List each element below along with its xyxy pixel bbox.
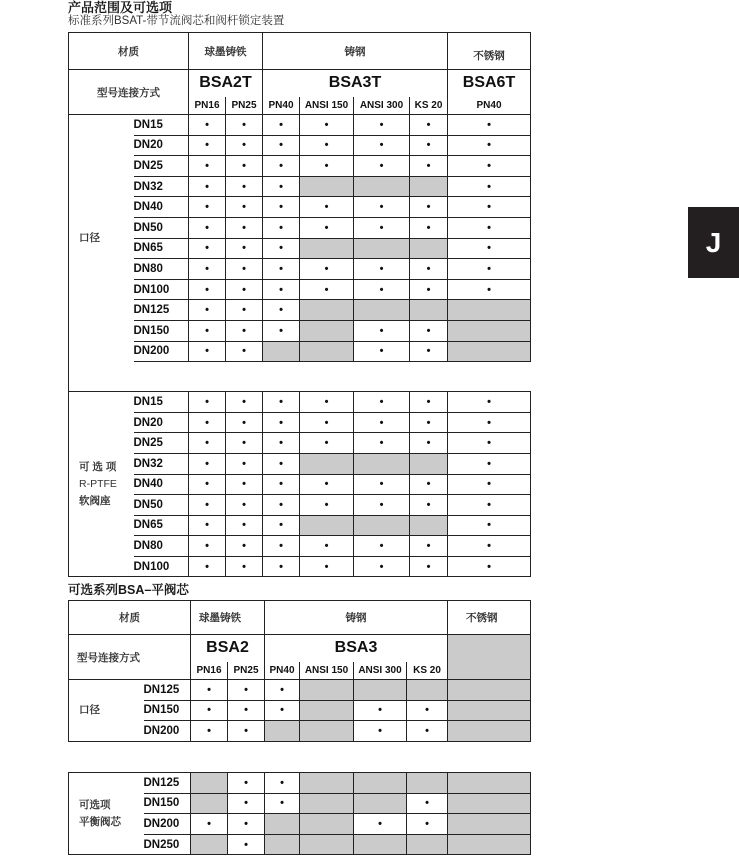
unavailable-cell	[410, 453, 448, 474]
table-row	[69, 135, 531, 156]
unavailable-cell	[448, 773, 531, 794]
material-stainless-steel: 不锈钢	[448, 601, 531, 635]
table-row	[69, 341, 531, 362]
unavailable-cell	[354, 834, 407, 855]
available-dot: •	[354, 556, 410, 577]
available-dot: •	[263, 300, 300, 321]
available-dot: •	[448, 536, 531, 557]
available-dot: •	[226, 433, 263, 454]
available-dot: •	[226, 515, 263, 536]
available-dot: •	[300, 156, 354, 177]
table-row	[69, 680, 531, 701]
material-cast-steel: 铸钢	[265, 601, 448, 635]
section-title-bsa: 可选系列BSA–平阀芯	[68, 583, 189, 597]
unavailable-cell	[300, 176, 354, 197]
product-range-table-bsat	[68, 32, 531, 577]
available-dot: •	[410, 115, 448, 136]
stainless-empty-cell	[448, 635, 531, 680]
connection-pn16: PN16	[189, 97, 226, 115]
available-dot: •	[410, 392, 448, 413]
available-dot: •	[448, 156, 531, 177]
group-label-line: 软阀座	[79, 494, 111, 507]
connection-ks-20: KS 20	[407, 662, 448, 680]
unavailable-cell	[354, 300, 410, 321]
dn-size-label: DN125	[144, 773, 191, 794]
available-dot: •	[354, 433, 410, 454]
connection-ansi-150: ANSI 150	[300, 662, 354, 680]
available-dot: •	[354, 700, 407, 721]
unavailable-cell	[410, 515, 448, 536]
page-title: 产品范围及可选项	[68, 0, 173, 15]
model-bsa3: BSA3	[265, 635, 448, 662]
available-dot: •	[300, 217, 354, 238]
unavailable-cell	[410, 238, 448, 259]
unavailable-cell	[407, 834, 448, 855]
unavailable-cell	[300, 700, 354, 721]
available-dot: •	[410, 536, 448, 557]
available-dot: •	[263, 320, 300, 341]
available-dot: •	[354, 392, 410, 413]
available-dot: •	[189, 156, 226, 177]
dn-size-label: DN40	[134, 197, 189, 218]
table-row	[69, 279, 531, 300]
available-dot: •	[226, 279, 263, 300]
available-dot: •	[410, 433, 448, 454]
available-dot: •	[263, 556, 300, 577]
unavailable-cell	[354, 176, 410, 197]
available-dot: •	[263, 197, 300, 218]
dn-size-label: DN65	[134, 515, 189, 536]
table-row	[69, 320, 531, 341]
available-dot: •	[354, 217, 410, 238]
dn-size-label: DN20	[134, 135, 189, 156]
available-dot: •	[300, 259, 354, 280]
unavailable-cell	[191, 773, 228, 794]
available-dot: •	[410, 495, 448, 516]
table-row	[69, 156, 531, 177]
available-dot: •	[354, 474, 410, 495]
unavailable-cell	[265, 814, 300, 835]
unavailable-cell	[410, 300, 448, 321]
material-header: 材质	[69, 601, 191, 635]
unavailable-cell	[407, 680, 448, 701]
available-dot: •	[226, 217, 263, 238]
balanced-plug-option-table	[68, 772, 531, 855]
available-dot: •	[407, 793, 448, 814]
unavailable-cell	[300, 341, 354, 362]
connection-pn40: PN40	[265, 662, 300, 680]
available-dot: •	[189, 115, 226, 136]
available-dot: •	[407, 721, 448, 742]
available-dot: •	[191, 814, 228, 835]
available-dot: •	[354, 156, 410, 177]
unavailable-cell	[354, 680, 407, 701]
material-header: 材质	[69, 33, 189, 70]
group-label-line: 口径	[79, 231, 100, 244]
dn-size-label: DN125	[144, 680, 191, 701]
unavailable-cell	[448, 341, 531, 362]
available-dot: •	[226, 300, 263, 321]
unavailable-cell	[448, 721, 531, 742]
available-dot: •	[448, 217, 531, 238]
available-dot: •	[300, 412, 354, 433]
available-dot: •	[265, 700, 300, 721]
dn-size-label: DN32	[134, 176, 189, 197]
available-dot: •	[410, 259, 448, 280]
table-row	[69, 556, 531, 577]
available-dot: •	[191, 721, 228, 742]
available-dot: •	[410, 197, 448, 218]
available-dot: •	[189, 412, 226, 433]
dn-size-label: DN25	[134, 156, 189, 177]
available-dot: •	[265, 793, 300, 814]
dn-size-label: DN15	[134, 392, 189, 413]
available-dot: •	[228, 773, 265, 794]
available-dot: •	[410, 320, 448, 341]
section-tab-j: J	[688, 207, 739, 278]
unavailable-cell	[354, 773, 407, 794]
unavailable-cell	[354, 793, 407, 814]
table-row	[69, 392, 531, 413]
available-dot: •	[226, 341, 263, 362]
model-bsa2: BSA2	[191, 635, 265, 662]
available-dot: •	[226, 412, 263, 433]
unavailable-cell	[265, 834, 300, 855]
unavailable-cell	[300, 453, 354, 474]
dn-size-label: DN200	[134, 341, 189, 362]
unavailable-cell	[407, 773, 448, 794]
available-dot: •	[263, 156, 300, 177]
model-bsa6t: BSA6T	[448, 70, 531, 97]
dn-size-label: DN150	[144, 793, 191, 814]
available-dot: •	[228, 700, 265, 721]
table-row	[69, 217, 531, 238]
unavailable-cell	[300, 793, 354, 814]
dn-size-label: DN200	[144, 814, 191, 835]
unavailable-cell	[300, 680, 354, 701]
available-dot: •	[354, 814, 407, 835]
available-dot: •	[191, 700, 228, 721]
model-bsa3t: BSA3T	[263, 70, 448, 97]
group-label-line: 平衡阀芯	[79, 815, 121, 828]
available-dot: •	[410, 217, 448, 238]
available-dot: •	[226, 259, 263, 280]
unavailable-cell	[300, 814, 354, 835]
available-dot: •	[407, 814, 448, 835]
dn-size-label: DN125	[134, 300, 189, 321]
unavailable-cell	[354, 453, 410, 474]
available-dot: •	[189, 474, 226, 495]
row-group-label	[69, 115, 134, 362]
available-dot: •	[263, 115, 300, 136]
connection-ansi-300: ANSI 300	[354, 662, 407, 680]
available-dot: •	[226, 197, 263, 218]
available-dot: •	[448, 495, 531, 516]
available-dot: •	[263, 412, 300, 433]
available-dot: •	[189, 176, 226, 197]
unavailable-cell	[263, 341, 300, 362]
available-dot: •	[228, 793, 265, 814]
available-dot: •	[228, 834, 265, 855]
available-dot: •	[189, 279, 226, 300]
available-dot: •	[448, 433, 531, 454]
dn-size-label: DN100	[134, 556, 189, 577]
available-dot: •	[189, 341, 226, 362]
available-dot: •	[354, 412, 410, 433]
available-dot: •	[263, 135, 300, 156]
available-dot: •	[191, 680, 228, 701]
connection-ks-20: KS 20	[410, 97, 448, 115]
dn-size-label: DN150	[144, 700, 191, 721]
available-dot: •	[407, 700, 448, 721]
material-ductile-iron: 球墨铸铁	[189, 33, 263, 70]
available-dot: •	[263, 536, 300, 557]
available-dot: •	[448, 556, 531, 577]
available-dot: •	[226, 135, 263, 156]
unavailable-cell	[300, 238, 354, 259]
available-dot: •	[300, 433, 354, 454]
available-dot: •	[226, 156, 263, 177]
available-dot: •	[226, 453, 263, 474]
available-dot: •	[228, 680, 265, 701]
connection-ansi-150: ANSI 150	[300, 97, 354, 115]
table-row	[69, 259, 531, 280]
row-group-label	[69, 773, 144, 855]
dn-size-label: DN200	[144, 721, 191, 742]
available-dot: •	[354, 135, 410, 156]
unavailable-cell	[354, 515, 410, 536]
available-dot: •	[354, 320, 410, 341]
model-bsa2t: BSA2T	[189, 70, 263, 97]
table-row	[69, 453, 531, 474]
dn-size-label: DN100	[134, 279, 189, 300]
available-dot: •	[189, 197, 226, 218]
dn-size-label: DN32	[134, 453, 189, 474]
available-dot: •	[226, 536, 263, 557]
available-dot: •	[228, 814, 265, 835]
model-connection-header: 型号连接方式	[69, 70, 189, 115]
table-row	[69, 474, 531, 495]
unavailable-cell	[448, 680, 531, 701]
dn-size-label: DN20	[134, 412, 189, 433]
unavailable-cell	[300, 300, 354, 321]
available-dot: •	[354, 259, 410, 280]
dn-size-label: DN65	[134, 238, 189, 259]
available-dot: •	[300, 392, 354, 413]
available-dot: •	[263, 279, 300, 300]
available-dot: •	[263, 217, 300, 238]
available-dot: •	[226, 115, 263, 136]
available-dot: •	[263, 515, 300, 536]
available-dot: •	[448, 453, 531, 474]
available-dot: •	[226, 556, 263, 577]
product-range-table-bsa	[68, 600, 531, 742]
available-dot: •	[448, 197, 531, 218]
available-dot: •	[300, 115, 354, 136]
available-dot: •	[300, 495, 354, 516]
unavailable-cell	[191, 834, 228, 855]
available-dot: •	[300, 197, 354, 218]
model-connection-header: 型号连接方式	[69, 635, 191, 680]
unavailable-cell	[354, 238, 410, 259]
available-dot: •	[265, 773, 300, 794]
unavailable-cell	[300, 773, 354, 794]
table-row	[69, 197, 531, 218]
available-dot: •	[189, 217, 226, 238]
available-dot: •	[263, 433, 300, 454]
connection-ansi-300: ANSI 300	[354, 97, 410, 115]
dn-size-label: DN150	[134, 320, 189, 341]
unavailable-cell	[448, 834, 531, 855]
table-row	[69, 515, 531, 536]
available-dot: •	[189, 433, 226, 454]
table-row	[69, 238, 531, 259]
dn-size-label: DN80	[134, 536, 189, 557]
available-dot: •	[189, 515, 226, 536]
unavailable-cell	[300, 721, 354, 742]
table-row	[69, 300, 531, 321]
available-dot: •	[189, 135, 226, 156]
unavailable-cell	[448, 814, 531, 835]
available-dot: •	[189, 392, 226, 413]
available-dot: •	[300, 556, 354, 577]
available-dot: •	[300, 135, 354, 156]
available-dot: •	[189, 259, 226, 280]
table-row	[69, 176, 531, 197]
available-dot: •	[448, 392, 531, 413]
unavailable-cell	[448, 700, 531, 721]
available-dot: •	[226, 474, 263, 495]
table-row	[69, 412, 531, 433]
available-dot: •	[448, 115, 531, 136]
unavailable-cell	[191, 793, 228, 814]
dn-size-label: DN50	[134, 217, 189, 238]
available-dot: •	[300, 536, 354, 557]
available-dot: •	[410, 156, 448, 177]
connection-pn25: PN25	[226, 97, 263, 115]
available-dot: •	[448, 515, 531, 536]
dn-size-label: DN40	[134, 474, 189, 495]
available-dot: •	[354, 279, 410, 300]
available-dot: •	[410, 556, 448, 577]
available-dot: •	[189, 320, 226, 341]
table-row	[69, 773, 531, 794]
available-dot: •	[189, 536, 226, 557]
material-cast-steel: 铸钢	[263, 33, 448, 70]
connection-pn40: PN40	[448, 97, 531, 115]
table-row	[69, 495, 531, 516]
unavailable-cell	[300, 320, 354, 341]
available-dot: •	[410, 412, 448, 433]
available-dot: •	[226, 392, 263, 413]
available-dot: •	[448, 238, 531, 259]
page-subtitle: 标准系列BSAT-带节流阀芯和阀杆锁定装置	[68, 15, 285, 27]
group-label-line: 可 选 项	[79, 460, 117, 473]
available-dot: •	[448, 474, 531, 495]
unavailable-cell	[410, 176, 448, 197]
available-dot: •	[226, 495, 263, 516]
available-dot: •	[354, 115, 410, 136]
available-dot: •	[300, 279, 354, 300]
group-label-line: 可选项	[79, 798, 111, 811]
unavailable-cell	[448, 320, 531, 341]
available-dot: •	[448, 259, 531, 280]
unavailable-cell	[300, 515, 354, 536]
table-row	[69, 433, 531, 454]
dn-size-label: DN80	[134, 259, 189, 280]
available-dot: •	[448, 176, 531, 197]
available-dot: •	[354, 721, 407, 742]
connection-pn25: PN25	[228, 662, 265, 680]
material-ductile-iron: 球墨铸铁	[191, 601, 265, 635]
group-label-line: 口径	[79, 703, 100, 716]
available-dot: •	[228, 721, 265, 742]
available-dot: •	[354, 536, 410, 557]
available-dot: •	[448, 412, 531, 433]
available-dot: •	[410, 341, 448, 362]
row-group-label	[69, 680, 144, 742]
spacer-row	[69, 362, 531, 392]
available-dot: •	[263, 259, 300, 280]
available-dot: •	[354, 341, 410, 362]
dn-size-label: DN25	[134, 433, 189, 454]
dn-size-label: DN15	[134, 115, 189, 136]
available-dot: •	[226, 176, 263, 197]
available-dot: •	[189, 495, 226, 516]
connection-pn16: PN16	[191, 662, 228, 680]
material-stainless-steel: 不锈钢	[448, 33, 531, 70]
table-row	[69, 536, 531, 557]
available-dot: •	[189, 238, 226, 259]
available-dot: •	[263, 392, 300, 413]
group-label-line: R-PTFE	[79, 477, 117, 490]
dn-size-label: DN250	[144, 834, 191, 855]
available-dot: •	[263, 474, 300, 495]
available-dot: •	[265, 680, 300, 701]
available-dot: •	[354, 495, 410, 516]
unavailable-cell	[448, 793, 531, 814]
available-dot: •	[410, 279, 448, 300]
connection-pn40: PN40	[263, 97, 300, 115]
available-dot: •	[448, 135, 531, 156]
available-dot: •	[189, 556, 226, 577]
available-dot: •	[354, 197, 410, 218]
unavailable-cell	[448, 300, 531, 321]
available-dot: •	[189, 300, 226, 321]
available-dot: •	[263, 238, 300, 259]
unavailable-cell	[265, 721, 300, 742]
available-dot: •	[226, 320, 263, 341]
row-group-label	[69, 392, 134, 577]
available-dot: •	[410, 474, 448, 495]
available-dot: •	[448, 279, 531, 300]
available-dot: •	[189, 453, 226, 474]
dn-size-label: DN50	[134, 495, 189, 516]
unavailable-cell	[300, 834, 354, 855]
available-dot: •	[263, 453, 300, 474]
available-dot: •	[263, 495, 300, 516]
available-dot: •	[263, 176, 300, 197]
available-dot: •	[300, 474, 354, 495]
available-dot: •	[410, 135, 448, 156]
available-dot: •	[226, 238, 263, 259]
table-row	[69, 115, 531, 136]
